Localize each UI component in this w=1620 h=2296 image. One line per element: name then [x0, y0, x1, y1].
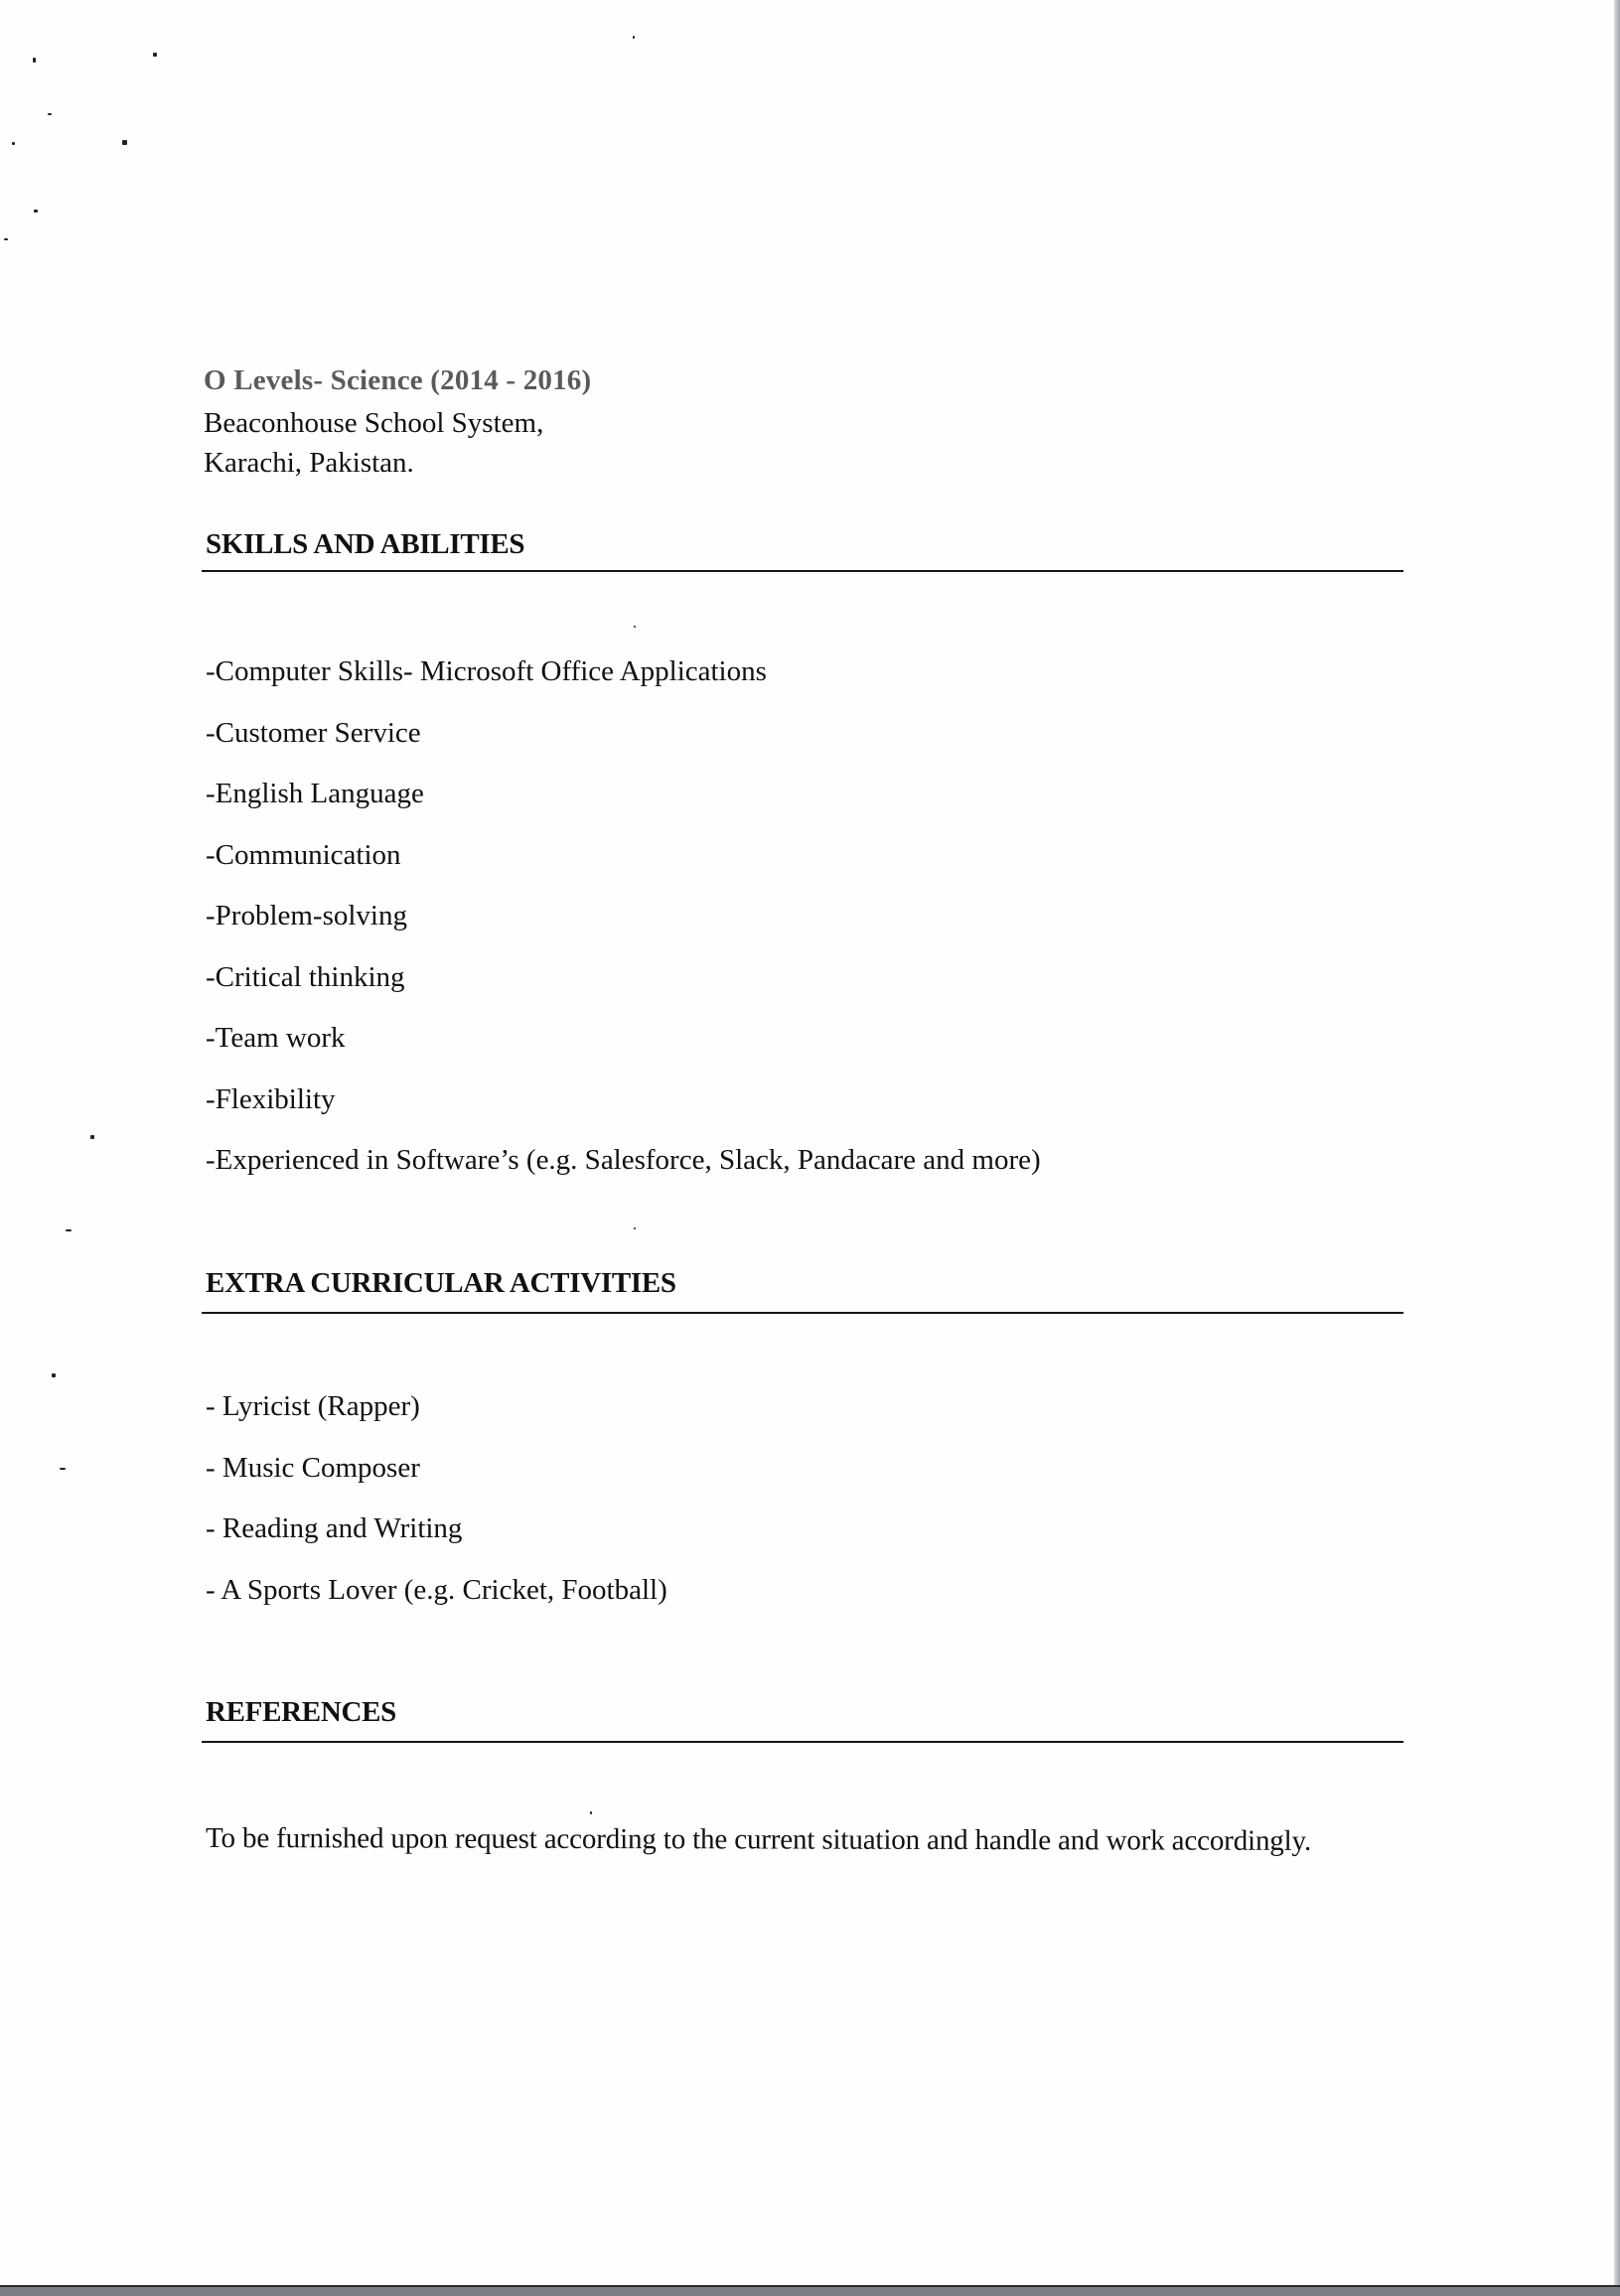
scan-speck	[33, 58, 36, 63]
skill-item: -Experienced in Software’s (e.g. Salesforce, Slack, Pandacare and more)	[206, 1144, 1041, 1176]
skill-item: -English Language	[206, 778, 424, 809]
references-divider	[202, 1741, 1403, 1743]
scan-speck	[122, 140, 127, 145]
scan-right-edge	[1614, 0, 1620, 2296]
scan-speck	[634, 626, 636, 628]
scan-speck	[66, 1229, 72, 1231]
references-heading: REFERENCES	[206, 1696, 396, 1728]
scan-speck	[4, 238, 8, 240]
skill-item: -Flexibility	[206, 1082, 336, 1115]
education-location: Karachi, Pakistan.	[204, 447, 414, 479]
activity-item: - Lyricist (Rapper)	[206, 1390, 420, 1422]
extracurricular-heading: EXTRA CURRICULAR ACTIVITIES	[206, 1267, 676, 1299]
scan-speck	[52, 1373, 56, 1377]
extracurricular-divider	[202, 1312, 1403, 1314]
scan-speck	[153, 53, 157, 57]
activity-item: - Reading and Writing	[206, 1512, 463, 1544]
skill-item: -Team work	[206, 1022, 346, 1054]
skill-item: -Communication	[206, 838, 401, 871]
scan-speck	[34, 210, 38, 213]
skills-heading: SKILLS AND ABILITIES	[206, 528, 525, 560]
scan-speck	[90, 1135, 94, 1139]
scan-speck	[633, 36, 635, 39]
skill-item: -Problem-solving	[206, 900, 407, 932]
references-text: To be furnished upon request according to the current situation and handle and work accordingly.	[205, 1822, 1312, 1857]
scan-speck	[12, 142, 15, 145]
activity-item: - A Sports Lover (e.g. Cricket, Football)	[206, 1573, 667, 1606]
extracurricular-list	[206, 1390, 667, 1635]
scan-speck	[590, 1811, 592, 1814]
skills-list	[206, 655, 1041, 1206]
scan-speck	[60, 1468, 66, 1470]
skills-divider	[202, 570, 1403, 572]
scan-bottom-edge	[0, 2285, 1620, 2296]
skill-item: -Computer Skills- Microsoft Office Applications	[206, 655, 767, 687]
activity-item: - Music Composer	[206, 1451, 420, 1484]
skill-item: -Customer Service	[206, 716, 421, 749]
education-heading: O Levels- Science (2014 - 2016)	[204, 364, 592, 396]
skill-item: -Critical thinking	[206, 960, 405, 993]
scan-speck	[48, 113, 52, 115]
scan-speck	[634, 1227, 636, 1229]
education-institution: Beaconhouse School System,	[204, 407, 544, 439]
